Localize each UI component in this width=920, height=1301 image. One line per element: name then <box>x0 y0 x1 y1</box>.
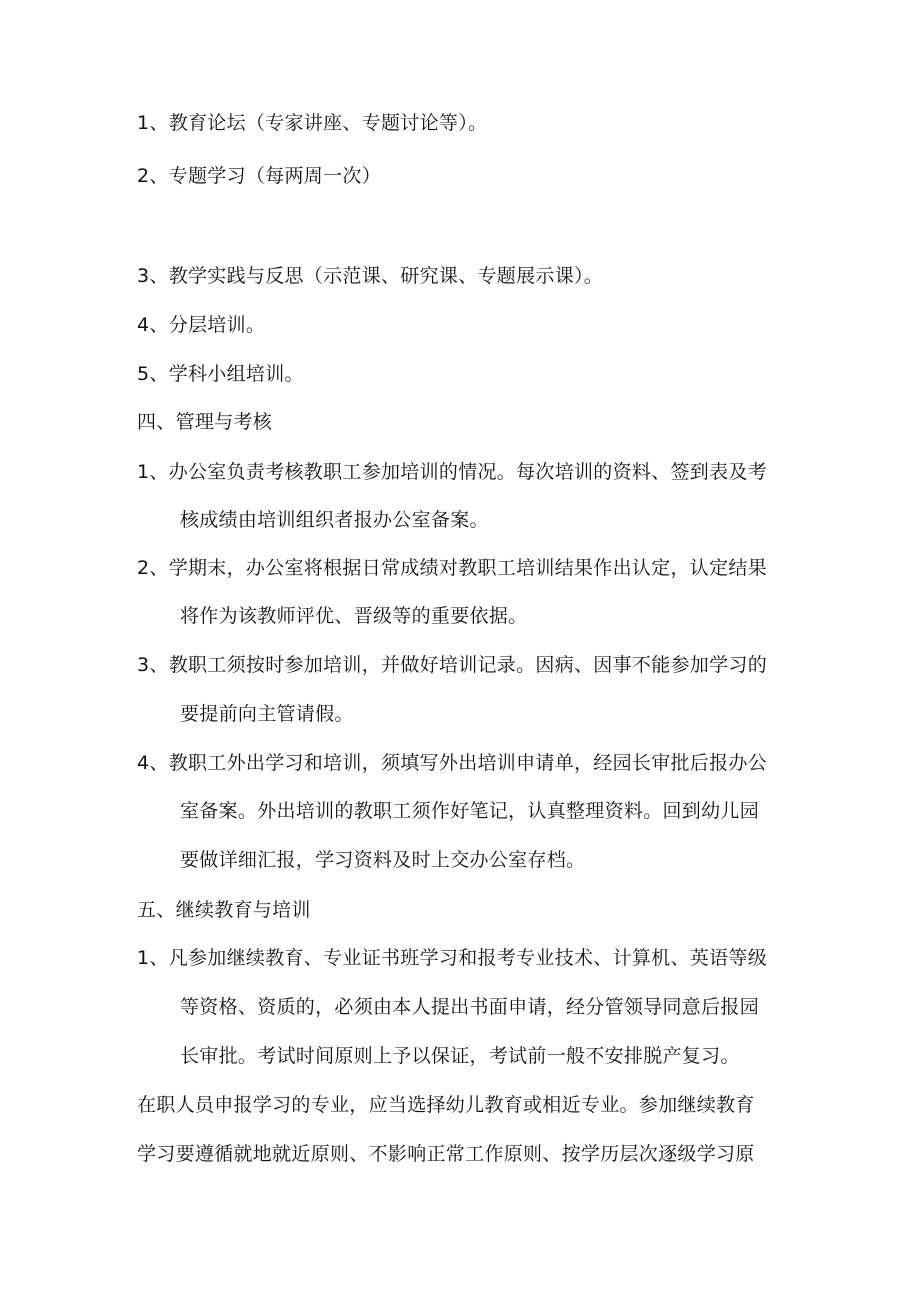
section-heading: 四、管理与考核 <box>137 411 273 433</box>
list-item: 3、教职工须按时参加培训，并做好培训记录。因病、因事不能参加学习的 <box>137 654 767 676</box>
list-item: 1、办公室负责考核教职工参加培训的情况。每次培训的资料、签到表及考 <box>137 461 767 483</box>
list-item-continuation: 将作为该教师评优、晋级等的重要依据。 <box>180 605 528 627</box>
list-item: 5、学科小组培训。 <box>137 363 304 385</box>
list-item-continuation: 室备案。外出培训的教职工须作好笔记，认真整理资料。回到幼儿园 <box>180 800 760 822</box>
list-item: 4、教职工外出学习和培训，须填写外出培训申请单，经园长审批后报办公 <box>137 752 767 774</box>
list-item-continuation: 要做详细汇报，学习资料及时上交办公室存档。 <box>180 849 586 871</box>
list-item: 2、学期末，办公室将根据日常成绩对教职工培训结果作出认定，认定结果 <box>137 557 767 579</box>
list-item: 1、教育论坛（专家讲座、专题讨论等）。 <box>137 112 488 134</box>
paragraph-line: 学习要遵循就地就近原则、不影响正常工作原则、按学历层次逐级学习原 <box>137 1143 755 1165</box>
paragraph-line: 在职人员申报学习的专业，应当选择幼儿教育或相近专业。参加继续教育 <box>137 1094 755 1116</box>
list-item: 1、凡参加继续教育、专业证书班学习和报考专业技术、计算机、英语等级 <box>137 947 767 969</box>
list-item: 3、教学实践与反思（示范课、研究课、专题展示课）。 <box>137 265 604 287</box>
list-item: 2、专题学习（每两周一次） <box>137 165 381 187</box>
list-item-continuation: 等资格、资质的，必须由本人提出书面申请，经分管领导同意后报园 <box>180 996 760 1018</box>
list-item-continuation: 核成绩由培训组织者报办公室备案。 <box>180 509 489 531</box>
list-item: 4、分层培训。 <box>137 314 266 336</box>
list-item-continuation: 长审批。考试时间原则上予以保证，考试前一般不安排脱产复习。 <box>180 1045 740 1067</box>
list-item-continuation: 要提前向主管请假。 <box>180 703 354 725</box>
section-heading: 五、继续教育与培训 <box>137 899 311 921</box>
